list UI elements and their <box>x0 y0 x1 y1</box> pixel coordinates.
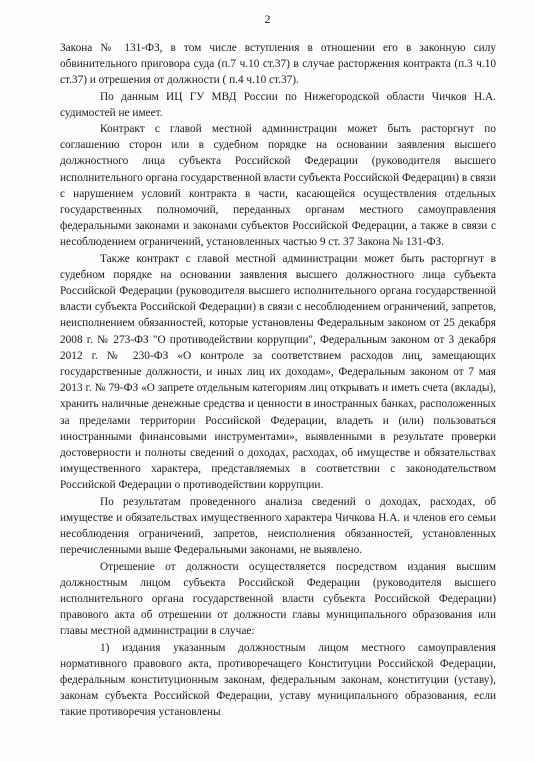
paragraph: По результатам проведенного анализа сведений о доходах, расходах, об имуществе и обязательствах имущественного характера Чичкова Н.А. и членов его семьи несоблюдения ограничений, запретов, неисполнения обязанностей, установленных перечисленными выше Федеральными законами, не выявлено. <box>60 495 496 557</box>
paragraph: 1) издания указанным должностным лицом местного самоуправления нормативного правового акта, противоречащего Конституции Российской Федерации, федеральным конституционным законам, федеральным законам, конституции (уставу), законам субъекта Российской Федерации, уставу муниципального образования, если такие противоречия установлены <box>60 641 496 719</box>
paragraph: По данным ИЦ ГУ МВД России по Нижегородской области Чичков Н.А. судимостей не имеет. <box>60 90 496 119</box>
paragraph: Контракт с главой местной администрации может быть расторгнут по соглашению сторон или в судебном порядке на основании заявления высшего должностного лица субъекта Российской Федерации (руководителя высшего исполнительного органа государственной власти субъекта Российской Федерации) в связи с нарушением условий контракта в части, касающейся осуществления отдельных государственных полномочий, переданных органам местного самоуправления федеральными законами и законами субъектов Российской Федерации, а также в связи с несоблюдением ограничений, установленных частью 9 ст. 37 Закона № 131-ФЗ. <box>60 123 496 249</box>
page-number: 2 <box>264 12 271 26</box>
paragraph: Закона № 131-ФЗ, в том числе вступления в отношении его в законную силу обвинительного приговора суда (п.7 ч.10 ст.37) в случае расторжения контракта (п.3 ч.10 ст.37) и отрешения от должности ( п.4 ч.10 ст.37). <box>60 42 496 87</box>
document-body <box>60 40 496 721</box>
paragraph: Отрешение от должности осуществляется посредством издания высшим должностным лицом субъекта Российской Федерации (руководителя высшего исполнительного органа государственной власти субъекта Российской Федерации) правового акта об отрешении от должности главы муниципального образования или главы местной администрации в случае: <box>60 560 496 638</box>
paragraph: Также контракт с главой местной администрации может быть расторгнут в судебном порядке на основании заявления высшего должностного лица субъекта Российской Федерации (руководителя высшего исполнительного органа государственной власти субъекта Российской Федерации) в связи с несоблюдением ограничений, запретов, неисполнением обязанностей, которые установлены Федеральным законом от 25 декабря 2008 г. № 273-ФЗ "О противодействии коррупции", Федеральным законом от 3 декабря 2012 г. № 230-ФЗ «О контроле за соответствием расходов лиц, замещающих государственные должности, и иных лиц их доходам», Федеральным законом от 7 мая 2013 г. № 79-ФЗ «О запрете отдельным категориям лиц открывать и иметь счета (вклады), хранить наличные денежные средства и ценности в иностранных банках, расположенных за пределами территории Российской Федерации, владеть и (или) пользоваться иностранными финансовыми инструментами», выявленными в результате проверки достоверности и полноты сведений о доходах, расходах, об имуществе и обязательствах имущественного характера, представляемых в соответствии с законодательством Российской Федерации о противодействии коррупции. <box>60 252 496 492</box>
